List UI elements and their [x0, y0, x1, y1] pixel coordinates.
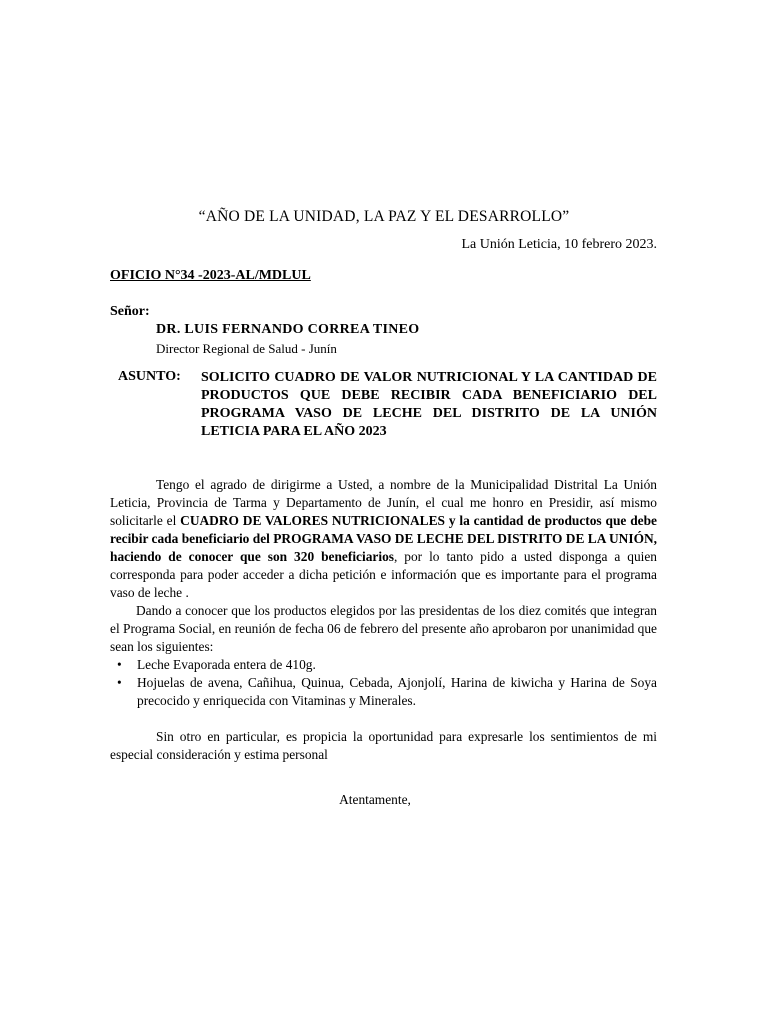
list-item-text: Hojuelas de avena, Cañihua, Quinua, Cebada, Ajonjolí, Harina de kiwicha y Harina de Soya precocido y enriquecida con Vitaminas y Minerales. — [137, 675, 657, 708]
letter-body — [110, 476, 657, 764]
subject-label: ASUNTO: — [118, 369, 181, 384]
recipient-name: DR. LUIS FERNANDO CORREA TINEO — [156, 322, 420, 337]
request-conclusion: , por lo tanto pido a usted disponga a quien corresponda para poder acceder a dicha petición e información que es importante para el programa vaso de leche . — [110, 549, 657, 600]
year-motto: “AÑO DE LA UNIDAD, LA PAZ Y EL DESARROLLO” — [198, 208, 570, 225]
list-item-text: Leche Evaporada entera de 410g. — [137, 657, 316, 672]
bullet-icon: • — [117, 657, 122, 672]
farewell: Atentamente, — [339, 792, 411, 807]
list-item — [117, 674, 657, 710]
letter-date: La Unión Leticia, 10 febrero 2023. — [461, 237, 657, 252]
bullet-icon: • — [117, 675, 122, 690]
request-paragraph — [110, 476, 657, 602]
request-intro: Tengo el agrado de dirigirme a Usted, a nombre de la Municipalidad Distrital La Unión Leticia, Provincia de Tarma y Departamento de Junín, el cual me honro en Presidir, así mismo solicitarle el — [110, 477, 657, 528]
list-item — [117, 656, 657, 674]
salutation: Señor: — [110, 304, 150, 319]
subject-text: SOLICITO CUADRO DE VALOR NUTRICIONAL Y LA CANTIDAD DE PRODUCTOS QUE DEBE RECIBIR CADA BENEFICIARIO DEL PROGRAMA VASO DE LECHE DEL DISTRITO DE LA UNIÓN LETICIA PARA EL AÑO 2023 — [201, 370, 657, 439]
closing-paragraph: Sin otro en particular, es propicia la oportunidad para expresarle los sentimientos de mi especial consideración y estima personal — [110, 729, 657, 762]
recipient-title: Director Regional de Salud - Junín — [156, 341, 337, 356]
products-list — [110, 656, 657, 710]
products-paragraph: Dando a conocer que los productos elegidos por las presidentas de los diez comités que integran el Programa Social, en reunión de fecha 06 de febrero del presente año aprobaron por unanimidad que sean los siguientes: — [110, 603, 657, 654]
request-highlight: CUADRO DE VALORES NUTRICIONALES y la cantidad de productos que debe recibir cada beneficiario del PROGRAMA VASO DE LECHE DEL DISTRITO DE LA UNIÓN, haciendo de conocer que son 320 beneficiarios — [110, 513, 657, 564]
oficio-reference: OFICIO N°34 -2023-AL/MDLUL — [110, 268, 311, 283]
